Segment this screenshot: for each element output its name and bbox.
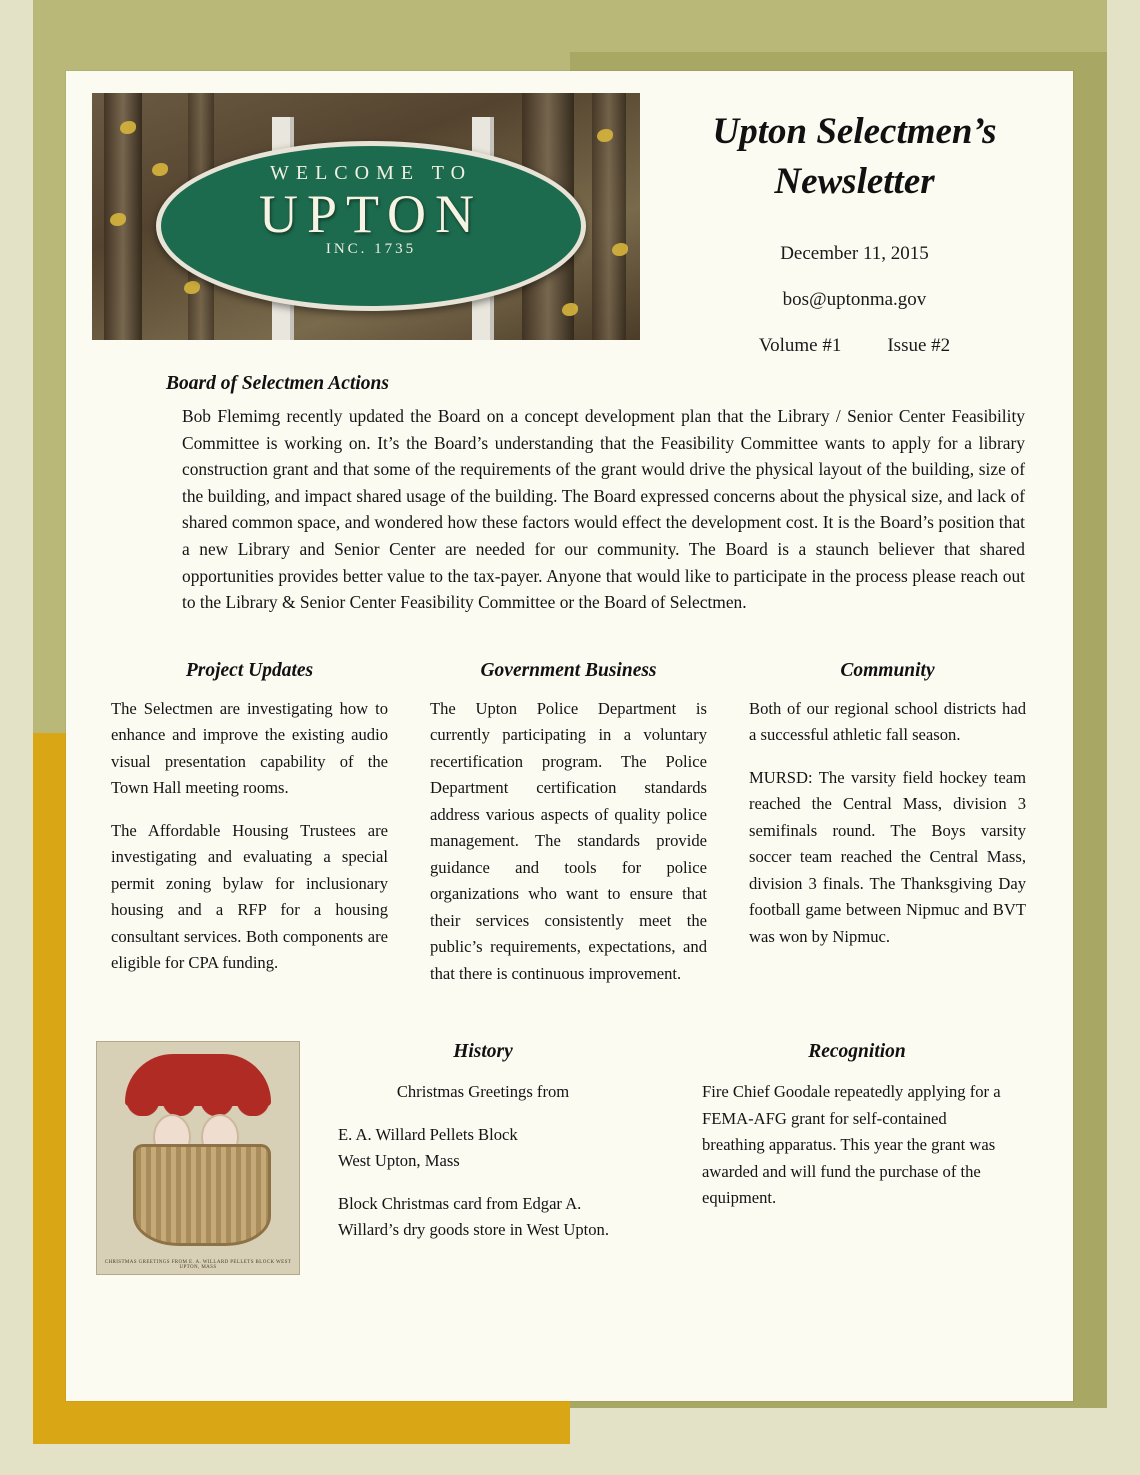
- project-updates-paragraph-1: The Selectmen are investigating how to enhance and improve the existing audio visual presentation capability of the Town Hall meeting rooms.: [111, 698, 388, 798]
- board-actions-heading: Board of Selectmen Actions: [166, 373, 389, 394]
- community-paragraph-2: MURSD: The varsity field hockey team reached the Central Mass, division 3 semifinals round. The Boys varsity soccer team reached the Central Mass, division 3 finals. The Thanksgiving Day football game between Nipmuc and BVT was won by Nipmuc.: [749, 767, 1026, 946]
- government-business-paragraph-1: The Upton Police Department is currently participating in a voluntary recertification program. The Police Department certification standards address various aspects of quality police management. The standards provide guidance and tools for police organizations who want to ensure that their services consistently meet the public’s requirements, expectations, and that there is continuous improvement.: [430, 698, 707, 983]
- history-note: Block Christmas card from Edgar A. Willard’s dry goods store in West Upton.: [338, 1193, 610, 1240]
- issue-date: December 11, 2015: [780, 243, 929, 264]
- volume-number: Volume #1: [758, 335, 842, 356]
- column-community: [749, 660, 1026, 1004]
- history-heading: History: [453, 1041, 513, 1063]
- postcard-caption: CHRISTMAS GREETINGS FROM E. A. WILLARD PELLETS BLOCK WEST UPTON, MASS: [104, 1260, 292, 1271]
- recognition-heading: Recognition: [808, 1041, 906, 1063]
- government-business-heading: Government Business: [480, 659, 657, 681]
- upton-welcome-sign-photo: [92, 93, 640, 340]
- community-heading: Community: [840, 659, 935, 681]
- decorative-band-gold-bottom: [33, 1408, 570, 1444]
- project-updates-paragraph-2: The Affordable Housing Trustees are investigating and evaluating a special permit zoning bylaw for inclusionary housing and a RFP for a housing consultant services. Both components are eligible for CPA funding.: [111, 820, 388, 973]
- recognition-body: Fire Chief Goodale repeatedly applying for a FEMA-AFG grant for self-contained breathing apparatus. This year the grant was awarded and will fund the purchase of the equipment.: [702, 1082, 1001, 1208]
- three-column-row: [66, 616, 1073, 1004]
- board-actions-body: Bob Flemimg recently updated the Board on a concept development plan that the Library / Senior Center Feasibility Committee is working on. It’s the Board’s understanding that the Feasibility Committee wants to apply for a library construction grant and that some of the requirements of the grant would drive the physical layout of the building, size of the building, and impact shared usage of the building. The Board expressed concerns about the physical size, and lack of shared common space, and wondered how these factors would effect the development cost. It is the Board’s position that a new Library and Senior Center are needed for our community. The Board is a staunch believer that shared opportunities provides better value to the tax-payer. Anyone that would like to participate in the process please reach out to the Library & Senior Center Feasibility Committee or the Board of Selectmen.: [182, 406, 1025, 613]
- volume-issue-row: [660, 323, 1049, 369]
- contact-email: bos@uptonma.gov: [782, 289, 927, 310]
- column-government-business: [430, 660, 707, 1004]
- sign-town-name: UPTON: [258, 184, 484, 244]
- sign-oval: [156, 141, 586, 311]
- sign-incorporation-year: INC. 1735: [325, 241, 417, 257]
- column-history: [338, 1041, 628, 1275]
- newsletter-page: [66, 71, 1073, 1401]
- masthead-meta: [660, 231, 1049, 369]
- newsletter-header: [66, 71, 1073, 369]
- community-paragraph-1: Both of our regional school districts had a successful athletic fall season.: [749, 698, 1026, 745]
- newsletter-title: Upton Selectmen’s Newsletter: [712, 111, 997, 202]
- lower-row: [66, 1003, 1073, 1275]
- masthead: [640, 93, 1049, 369]
- christmas-postcard-image: [96, 1041, 300, 1275]
- board-actions-section: [66, 369, 1073, 616]
- sign-welcome-text: WELCOME TO: [269, 162, 473, 184]
- column-project-updates: [111, 660, 388, 1004]
- history-address: [338, 1122, 628, 1175]
- history-address-line-2: West Upton, Mass: [338, 1151, 460, 1171]
- column-recognition: [702, 1041, 1012, 1275]
- history-address-line-1: E. A. Willard Pellets Block: [338, 1124, 518, 1144]
- history-greeting: Christmas Greetings from: [396, 1082, 570, 1102]
- issue-number: Issue #2: [887, 335, 951, 356]
- project-updates-heading: Project Updates: [185, 659, 314, 681]
